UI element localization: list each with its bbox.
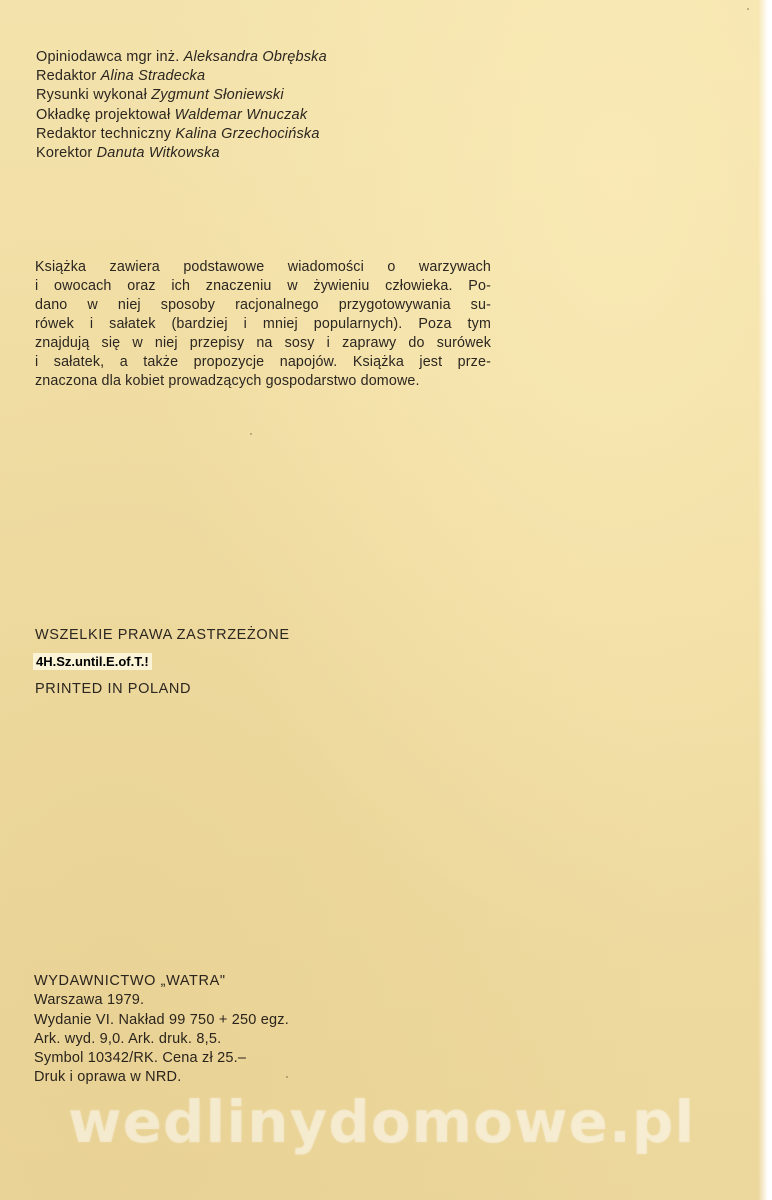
- paper-speck: [747, 8, 749, 10]
- credit-person: Aleksandra Obrębska: [183, 49, 327, 65]
- imprint-line: Ark. wyd. 9,0. Ark. druk. 8,5.: [34, 1030, 222, 1047]
- credit-role: Opiniodawca mgr inż.: [36, 49, 180, 65]
- publisher-imprint: [34, 972, 289, 1088]
- credit-line: [36, 125, 327, 144]
- credit-line: [36, 144, 327, 163]
- description-line: znajdują się w niej przepisy na sosy i zaprawy do surówek: [35, 335, 491, 351]
- credit-person: Alina Stradecka: [100, 68, 206, 85]
- printed-in-notice: PRINTED IN POLAND: [35, 681, 192, 697]
- imprint-line: Druk i oprawa w NRD.: [34, 1069, 182, 1086]
- credit-line: [36, 106, 327, 125]
- imprint-line: Symbol 10342/RK. Cena zł 25.–: [34, 1050, 247, 1067]
- inserted-code-label: 4H.Sz.until.E.of.T.!: [33, 653, 152, 670]
- page-edge: [758, 0, 772, 1200]
- credit-line: [36, 67, 327, 86]
- imprint-line: Warszawa 1979.: [34, 992, 145, 1009]
- credit-person: Zygmunt Słoniewski: [151, 87, 284, 104]
- description-line: rówek i sałatek (bardziej i mniej popularnych). Poza tym: [35, 316, 491, 332]
- editorial-credits: [36, 48, 327, 163]
- credit-role: Redaktor: [36, 68, 97, 85]
- description-line: Książka zawiera podstawowe wiadomości o warzywach: [35, 259, 491, 275]
- book-description: [35, 258, 491, 391]
- credit-role: Korektor: [36, 145, 93, 162]
- paper-speck: [286, 1076, 288, 1078]
- credit-person: Kalina Grzechocińska: [175, 125, 320, 142]
- credit-line: [36, 86, 327, 105]
- site-watermark: wedlinydomowe.pl: [68, 1088, 696, 1156]
- imprint-line: Wydanie VI. Nakład 99 750 + 250 egz.: [34, 1011, 289, 1028]
- credit-line: [36, 48, 327, 67]
- credit-role: Okładkę projektował: [36, 106, 171, 123]
- rights-reserved-notice: WSZELKIE PRAWA ZASTRZEŻONE: [35, 627, 290, 643]
- description-line: dano w niej sposoby racjonalnego przygotowywania su-: [35, 297, 491, 313]
- description-line: i owocach oraz ich znaczeniu w żywieniu człowieka. Po-: [35, 278, 491, 294]
- credit-person: Waldemar Wnuczak: [174, 106, 308, 123]
- credit-person: Danuta Witkowska: [96, 145, 220, 162]
- credit-role: Rysunki wykonał: [36, 87, 147, 104]
- credit-role: Redaktor techniczny: [36, 125, 172, 142]
- description-line: znaczona dla kobiet prowadzących gospodarstwo domowe.: [35, 373, 420, 389]
- publisher-name: WYDAWNICTWO „WATRA": [34, 973, 226, 989]
- description-line: i sałatek, a także propozycje napojów. Książka jest prze-: [35, 354, 491, 370]
- paper-speck: [250, 433, 252, 435]
